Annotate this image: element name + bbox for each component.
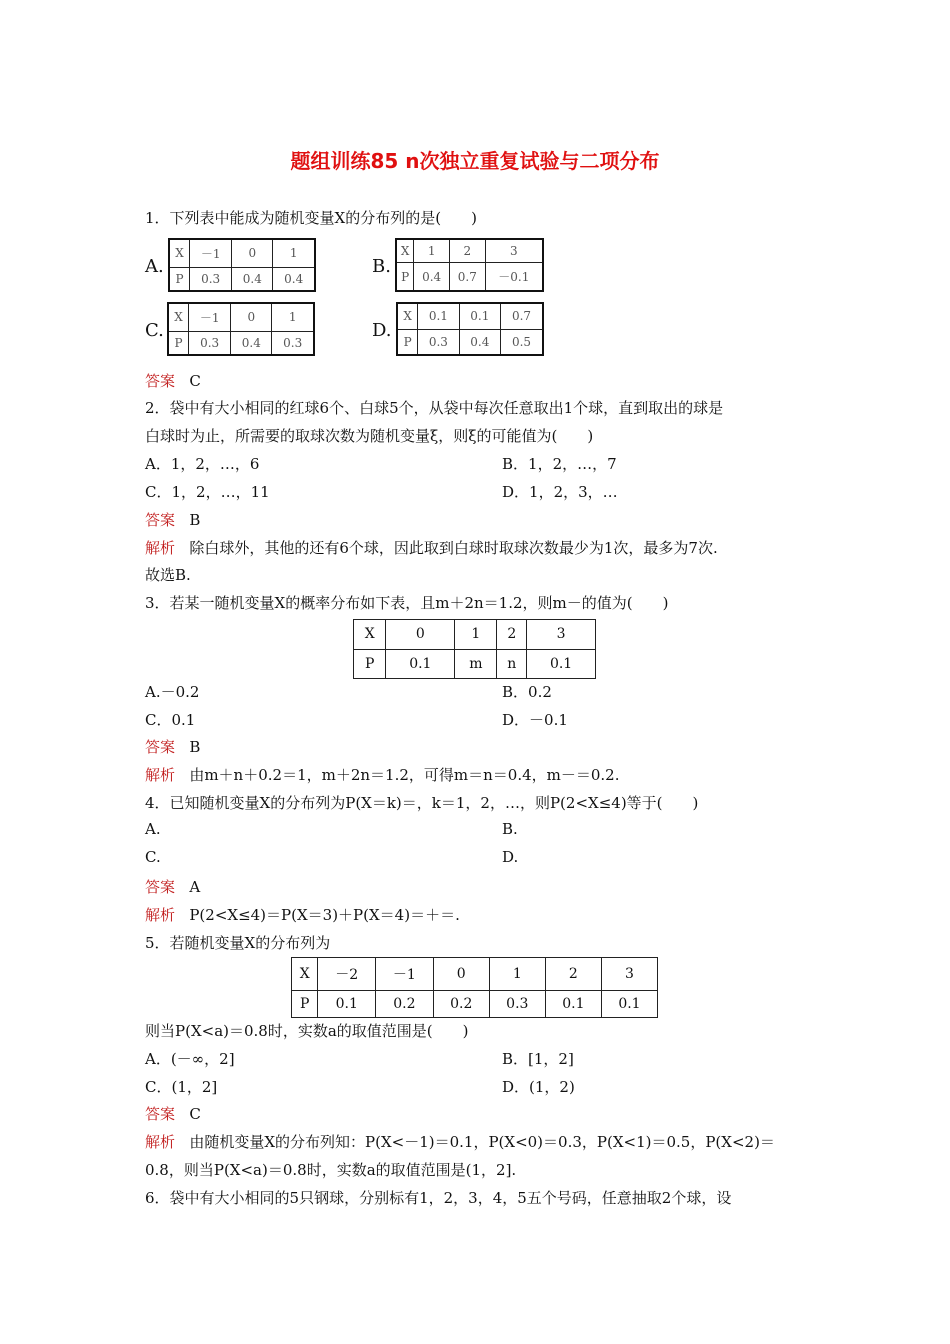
- table-cell: X: [396, 239, 414, 263]
- answer-label: 答案: [145, 511, 176, 529]
- q3-table: [353, 619, 596, 679]
- q4-answer: [145, 876, 200, 897]
- table-cell: 0.3: [489, 991, 545, 1018]
- q5-analysis: [145, 1131, 775, 1152]
- q2-stem-line1: 2．袋中有大小相同的红球6个、白球5个，从袋中每次任意取出1个球，直到取出的球是: [145, 399, 724, 417]
- q3-option-b: B．0.2: [502, 683, 552, 701]
- q2-option-c: C．1，2，…，11: [145, 483, 270, 501]
- q5-stem: 5．若随机变量X的分布列为: [145, 934, 331, 952]
- q1-option-d-table: [396, 302, 544, 356]
- table-cell: X: [292, 958, 318, 991]
- table-cell: m: [455, 649, 497, 679]
- table-cell: 0.4: [232, 267, 273, 291]
- table-cell: 3: [527, 620, 596, 650]
- table-cell: 1: [272, 303, 314, 331]
- table-cell: 0.3: [190, 267, 232, 291]
- q3-option-a: A.－0.2: [145, 683, 200, 701]
- q3-answer: [145, 736, 200, 757]
- analysis-text: 除白球外，其他的还有6个球，因此取到白球时取球次数最少为1次，最多为7次.: [189, 539, 718, 557]
- q3-stem: 3．若某一随机变量X的概率分布如下表，且m＋2n＝1.2，则m－的值为( ): [145, 594, 669, 612]
- analysis-text: 由m＋n＋0.2＝1，m＋2n＝1.2，可得m＝n＝0.4，m－＝0.2.: [189, 766, 620, 784]
- q2-option-a: A．1，2，…，6: [145, 455, 260, 473]
- q4-option-b: B.: [502, 820, 518, 838]
- table-cell: 1: [455, 620, 497, 650]
- table-cell: n: [497, 649, 527, 679]
- table-cell: 0.1: [601, 991, 657, 1018]
- table-cell: 0.1: [545, 991, 601, 1018]
- answer-label: 答案: [145, 878, 176, 896]
- q3-option-d: D．－0.1: [502, 711, 568, 729]
- analysis-text: P(2<X≤4)＝P(X＝3)＋P(X＝4)＝＋＝.: [189, 906, 460, 924]
- table-cell: 3: [485, 239, 543, 263]
- table-cell: －0.1: [485, 263, 543, 291]
- analysis-label: 解析: [145, 766, 176, 784]
- table-cell: 0.4: [273, 267, 315, 291]
- table-cell: X: [169, 239, 190, 267]
- table-cell: P: [292, 991, 318, 1018]
- q5-option-d: D．(1，2): [502, 1078, 575, 1096]
- q2-option-d: D．1，2，3，…: [502, 483, 618, 501]
- analysis-text: 由随机变量X的分布列知：P(X<－1)＝0.1，P(X<0)＝0.3，P(X<1)＝0.5，P(X<2)＝: [189, 1133, 775, 1151]
- answer-value: B: [189, 511, 201, 529]
- q2-analysis-line2: 故选B.: [145, 566, 191, 584]
- table-cell: P: [354, 649, 386, 679]
- q5-option-a: A．(－∞，2]: [145, 1050, 235, 1068]
- answer-label: 答案: [145, 1105, 176, 1123]
- table-cell: 0.1: [527, 649, 596, 679]
- table-cell: 0.4: [414, 263, 450, 291]
- q2-option-b: B．1，2，…，7: [502, 455, 617, 473]
- table-cell: 0: [231, 303, 272, 331]
- table-cell: 0.1: [318, 991, 376, 1018]
- q5-stem-line2: 则当P(X<a)＝0.8时，实数a的取值范围是( ): [145, 1022, 469, 1040]
- answer-value: A: [189, 878, 201, 896]
- q4-option-c: C.: [145, 848, 161, 866]
- page-title: 题组训练85 n次独立重复试验与二项分布: [290, 149, 660, 173]
- table-cell: X: [168, 303, 189, 331]
- q1-option-a-table: [168, 238, 316, 292]
- table-cell: 0.3: [418, 329, 459, 355]
- q5-analysis-line2: 0.8，则当P(X<a)＝0.8时，实数a的取值范围是(1，2].: [145, 1161, 517, 1179]
- analysis-label: 解析: [145, 1133, 176, 1151]
- table-cell: 0.7: [501, 303, 543, 329]
- analysis-label: 解析: [145, 539, 176, 557]
- q1-option-c-letter: C.: [145, 320, 164, 341]
- table-cell: 0.5: [501, 329, 543, 355]
- answer-value: C: [189, 372, 201, 390]
- answer-value: B: [189, 738, 201, 756]
- table-cell: 1: [273, 239, 315, 267]
- table-cell: 0.3: [272, 331, 314, 355]
- table-cell: 2: [449, 239, 485, 263]
- table-cell: －2: [318, 958, 376, 991]
- table-cell: P: [169, 267, 190, 291]
- table-cell: X: [397, 303, 418, 329]
- table-cell: 1: [414, 239, 450, 263]
- q2-stem-line2: 白球时为止，所需要的取球次数为随机变量ξ，则ξ的可能值为( ): [145, 427, 594, 445]
- q2-answer: [145, 509, 200, 530]
- q5-table: [291, 957, 658, 1018]
- table-cell: 2: [545, 958, 601, 991]
- q4-stem: 4．已知随机变量X的分布列为P(X＝k)＝，k＝1，2，…，则P(2<X≤4)等于( ): [145, 794, 699, 812]
- table-cell: X: [354, 620, 386, 650]
- table-cell: 0.1: [459, 303, 500, 329]
- q1-option-b-letter: B.: [372, 256, 391, 277]
- table-cell: 0: [232, 239, 273, 267]
- q1-answer: [145, 370, 201, 391]
- table-cell: 0.1: [418, 303, 459, 329]
- q3-option-c: C．0.1: [145, 711, 196, 729]
- answer-label: 答案: [145, 372, 176, 390]
- answer-value: C: [189, 1105, 201, 1123]
- table-cell: 0.3: [189, 331, 231, 355]
- q4-analysis: [145, 904, 460, 925]
- table-cell: P: [168, 331, 189, 355]
- table-cell: 2: [497, 620, 527, 650]
- answer-label: 答案: [145, 738, 176, 756]
- table-cell: 0.2: [376, 991, 434, 1018]
- table-cell: 0.4: [231, 331, 272, 355]
- table-cell: 0.7: [449, 263, 485, 291]
- table-cell: 3: [601, 958, 657, 991]
- q1-option-b-table: [395, 238, 544, 292]
- table-cell: 0.2: [433, 991, 489, 1018]
- table-cell: －1: [376, 958, 434, 991]
- table-cell: 0: [386, 620, 455, 650]
- q4-option-a: A.: [145, 820, 161, 838]
- table-cell: －1: [190, 239, 232, 267]
- table-cell: 1: [489, 958, 545, 991]
- q1-option-a-letter: A.: [145, 256, 164, 277]
- q1-stem: 1．下列表中能成为随机变量X的分布列的是( ): [145, 209, 477, 227]
- table-cell: 0: [433, 958, 489, 991]
- q2-analysis: [145, 537, 718, 558]
- table-cell: P: [397, 329, 418, 355]
- q6-stem: 6．袋中有大小相同的5只钢球，分别标有1，2，3，4，5五个号码，任意抽取2个球，设: [145, 1189, 732, 1207]
- q5-option-c: C．(1，2]: [145, 1078, 218, 1096]
- q3-analysis: [145, 764, 619, 785]
- table-cell: －1: [189, 303, 231, 331]
- table-cell: 0.1: [386, 649, 455, 679]
- table-cell: P: [396, 263, 414, 291]
- q5-option-b: B．[1，2]: [502, 1050, 574, 1068]
- q1-option-c-table: [167, 302, 315, 356]
- q4-option-d: D.: [502, 848, 519, 866]
- analysis-label: 解析: [145, 906, 176, 924]
- q1-option-d-letter: D.: [372, 320, 392, 341]
- q5-answer: [145, 1103, 201, 1124]
- table-cell: 0.4: [459, 329, 500, 355]
